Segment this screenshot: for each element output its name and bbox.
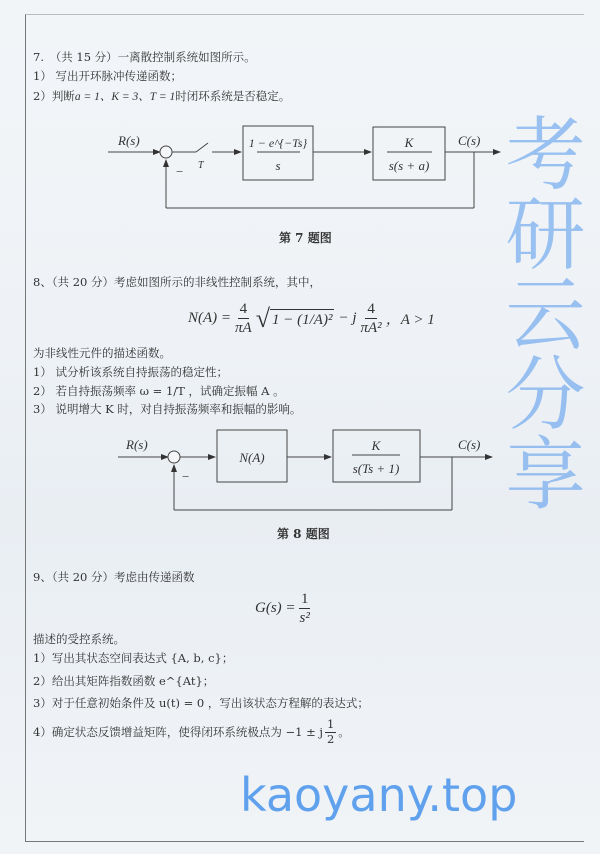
q7-output-label: C(s)	[458, 133, 481, 148]
q8-sqrt-body: 1 − (1/A)²	[270, 309, 334, 329]
q8-f1-num: 4	[239, 301, 248, 317]
q9-item4	[33, 718, 350, 747]
q8-minus-j: − j	[338, 310, 357, 326]
q7-block1-numerator: 1 − e^{−Ts}	[248, 136, 308, 150]
q8-title: 8、（共 20 分）考虑如图所示的非线性控制系统，其中，	[33, 275, 322, 289]
q9-item2: 2）给出其矩阵指数函数 e^{At}；	[33, 674, 215, 688]
q9-desc: 描述的受控系统。	[33, 632, 125, 646]
q9-formula-lhs: G(s) =	[255, 600, 296, 616]
q8-minus-sign: −	[182, 469, 190, 484]
q7-title: 7. （共 15 分）一离散控制系统如图所示。	[33, 50, 256, 64]
q8-formula	[188, 300, 435, 337]
q8-item3: 3） 说明增大 K 时，对自持振荡频率和振幅的影响。	[33, 402, 302, 416]
q9-item4-end: 。	[338, 724, 350, 739]
q9-title: 9、（共 20 分）考虑由传递函数	[33, 570, 195, 584]
q9-formula	[255, 590, 314, 627]
q8-desc: 为非线性元件的描述函数。	[33, 346, 171, 360]
q7-minus-sign: −	[176, 164, 184, 179]
q8-block2-denominator: s(Ts + 1)	[352, 461, 400, 476]
q7-item2-suffix: 时闭环系统是否稳定。	[175, 89, 291, 103]
q8-input-label: R(s)	[126, 437, 148, 452]
q7-input-label: R(s)	[118, 133, 140, 148]
q8-f2-den: πA²	[360, 320, 382, 336]
q9-item4-den: 2	[326, 731, 335, 746]
q8-formula-lhs: N(A) =	[188, 310, 232, 326]
q7-sampler-label: T	[198, 160, 204, 171]
q8-f1-den: πA	[235, 320, 252, 336]
watermark-cn: 考研云分享	[492, 112, 585, 512]
q8-block2-numerator: K	[371, 438, 381, 453]
q7-block2-denominator: s(s + a)	[388, 158, 430, 173]
q8-caption: 第 8 题图	[277, 527, 330, 541]
sqrt-icon: √	[255, 303, 270, 333]
q7-caption: 第 7 题图	[279, 231, 332, 245]
q7-item1: 1） 写出开环脉冲传递函数；	[33, 69, 182, 83]
q8-cond: ，A > 1	[385, 312, 435, 328]
q8-f2-num: 4	[367, 301, 375, 317]
q8-output-label: C(s)	[458, 437, 481, 452]
q9-item4-prefix: 4）确定状态反馈增益矩阵，使得闭环系统极点为 −1 ± j	[33, 724, 323, 739]
q9-item3: 3）对于任意初始条件及 u(t) = 0 ，写出该状态方程解的表达式；	[33, 696, 369, 710]
q8-item2: 2） 若自持振荡频率 ω = 1/T ，试确定振幅 A 。	[33, 384, 285, 398]
q7-item2-cond: a = 1、K = 3、T = 1	[74, 91, 176, 103]
q7-block2-numerator: K	[404, 135, 414, 150]
q8-item1: 1） 试分析该系统自持振荡的稳定性；	[33, 365, 228, 379]
q9-item1: 1）写出其状态空间表达式 {A, b, c}；	[33, 651, 234, 665]
q9-num: 1	[300, 591, 309, 607]
q7-block1-denominator: s	[275, 158, 281, 173]
q7-item2-prefix: 2）判断	[33, 89, 75, 103]
q9-den: s²	[299, 610, 310, 626]
watermark-url: kaoyany.top	[240, 768, 518, 822]
q9-item4-num: 1	[326, 717, 335, 731]
q8-block1-label: N(A)	[239, 450, 265, 465]
